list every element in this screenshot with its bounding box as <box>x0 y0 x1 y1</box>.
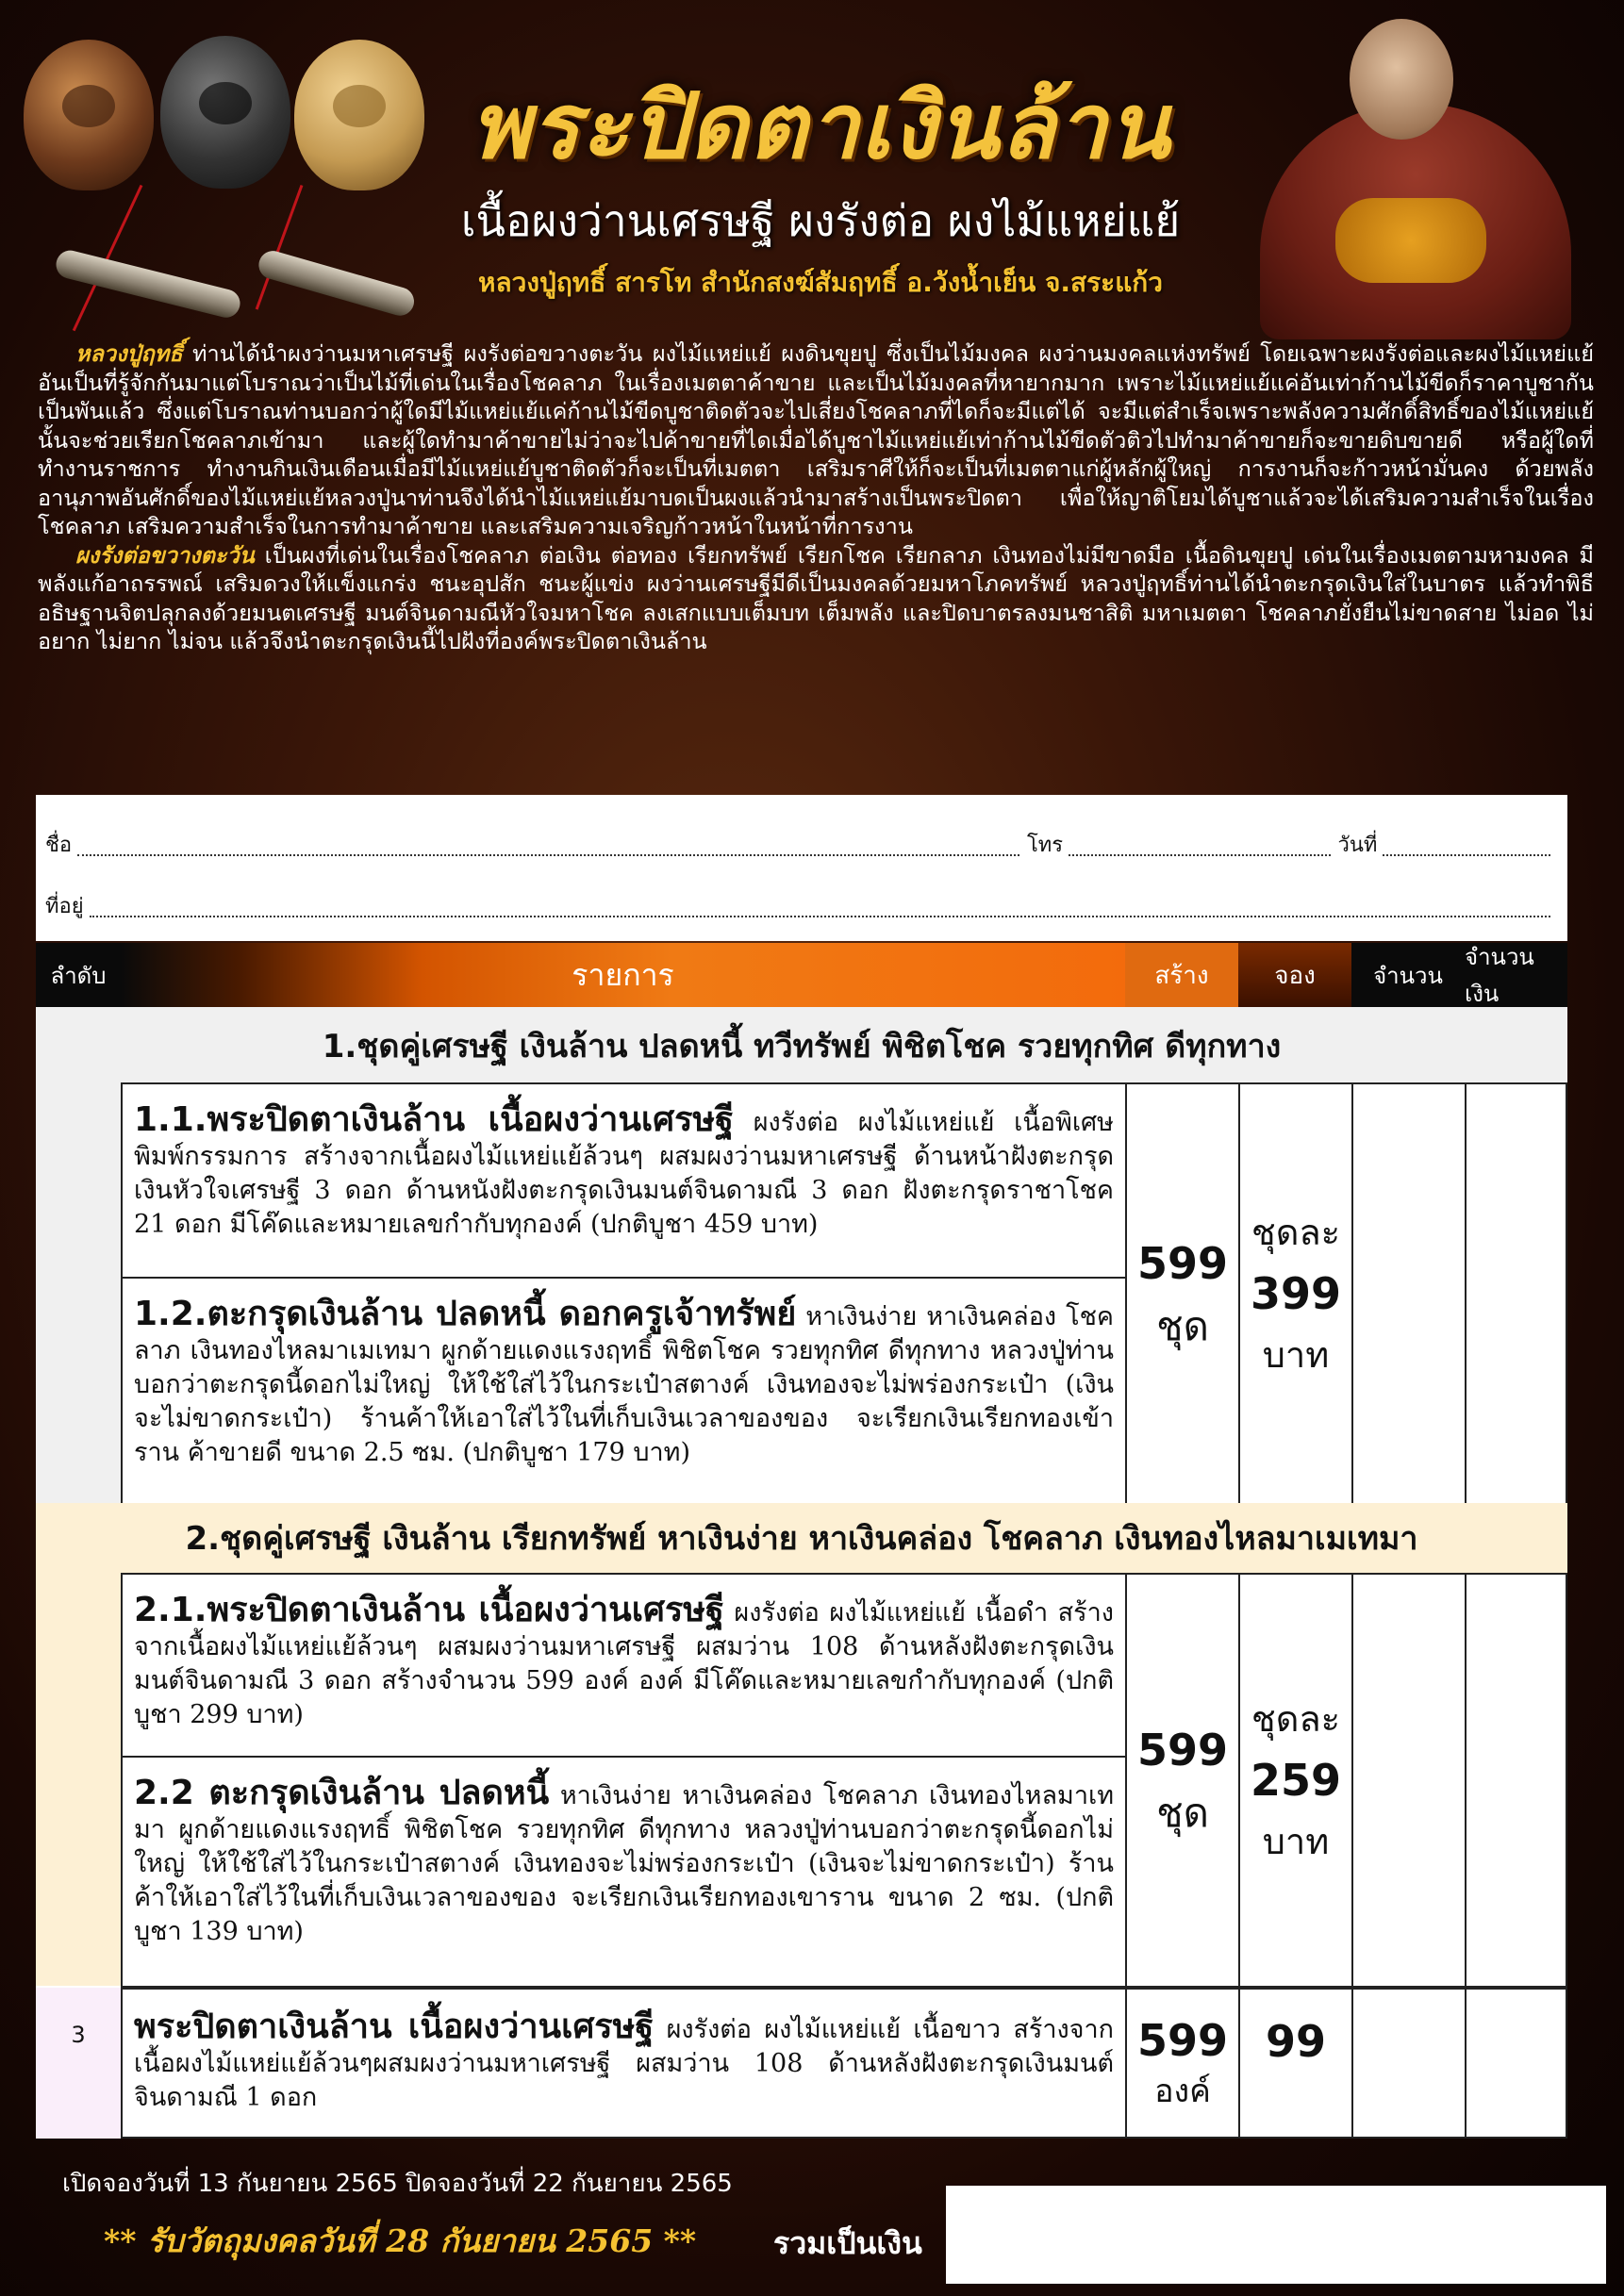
section-2-book-price: 259 <box>1250 1755 1342 1806</box>
item-2-2 <box>121 1756 1127 1988</box>
section-3-amount-input[interactable] <box>1465 1988 1567 2139</box>
amulet-brown-image <box>24 40 154 190</box>
section-1-amount-input[interactable] <box>1465 1082 1567 1505</box>
section-3-order: 3 <box>71 2022 86 2048</box>
monk-line: หลวงปู่ฤทธิ์ สารโท สำนักสงฆ์สัมฤทธิ์ อ.วังน้ำเย็น จ.สระแก้ว <box>478 267 1163 298</box>
section-2-build-unit: ชุด <box>1156 1790 1209 1836</box>
section-2-build-qty: 599 <box>1136 1725 1229 1776</box>
header-amount: จำนวนเงิน <box>1465 944 1534 1007</box>
order-table <box>36 943 1567 2139</box>
monk-photo <box>1222 19 1599 339</box>
amulet-gold-image <box>294 40 424 190</box>
item-2-2-desc: หาเงินง่าย หาเงินคล่อง โชคลาภ เงินทองไหลมาเทมา ผูกด้ายแดงแรงฤทธิ์ พิชิตโชค รวยทุกทิศ ดีทุกทาง หลวงปู่ท่านบอกว่าตะกรุดนี้ดอกไม่ใหญ่ ให้ใช้ใส่ไว้ในกระเป๋าสตางค์ เงินทองจะไม่พร่องกระเป๋า (เงินจะไม่ขาดกระเป๋า) ร้านค้าให้เอาใส่ไว้ในที่เก็บเงินเวลาของของ จะเรียกเงินเรียกทองเขาราน ขนาด 2 ซม. (ปกติบูชา 139 บาท) <box>134 1781 1115 1946</box>
section-2-book-prefix: ชุดละ <box>1251 1698 1341 1740</box>
section-2-qty-input[interactable] <box>1351 1573 1467 1988</box>
item-1-1 <box>121 1082 1127 1279</box>
section-1-book-prefix: ชุดละ <box>1251 1212 1341 1253</box>
address-field[interactable] <box>90 916 1550 917</box>
section-1-build-unit: ชุด <box>1156 1303 1209 1349</box>
item-3-title: พระปิดตาเงินล้าน เนื้อผงว่านเศรษฐี <box>134 2007 655 2046</box>
form-row-1 <box>45 828 1550 861</box>
story-p1-text: ท่านได้นำผงว่านมหาเศรษฐี ผงรังต่อขวางตะวัน ผงไม้แหย่แย้ ผงดินขุยปู ซึ่งเป็นไม้มงคล ผงว่านมงคลแห่งทรัพย์ โดยเฉพาะผงรังต่อและผงไม้แหย่แย้อันเป็นที่รู้จักกันมาแต่โบราณว่าเป็นไม้ที่เด่นในเรื่องโชคลาภ ในเรื่องเมตตาค้าขาย และเป็นไม้มงคลที่หายากมาก เพราะไม้แหย่แย้แค่อันเท่าก้านไม้ขีดก็ราคาบูชากันเป็นพันแล้ว ซึ่งแต่โบราณท่านบอกว่าผู้ใดมีไม้แหย่แย้แค่ก้านไม้ขีดบูชาติดตัวจะไปเสี่ยงโชคลาภที่ไดก็จะมีแต่ได้ จะมีแต่สำเร็จเพราะพลังความศักดิ์สิทธิ์ของไม้แหย่แย้นั้นจะช่วยเรียกโชคลาภเข้ามา และผู้ใดทำมาค้าขายไม่ว่าจะไปค้าขายที่ไดเมื่อได้บูชาไม้แหย่แย้เท่าก้านไม้ขีดตัวติวไปทำมาค้าขายก็จะขายดิบขายดี หรือผู้ใดที่ทำงานราชการ ทำงานกินเงินเดือนเมื่อมีไม้แหย่แย้บูชาติดตัวก็จะเป็นที่เมตตา เสริมราศีให้ก็จะเป็นที่เมตตาแก่ผู้หลักผู้ใหญ่ การงานก็จะก้าวหน้ามั่นคง ด้วยพลังอานุภาพอันศักดิ์ของไม้แหย่แย้หลวงปู่นาท่านจึงได้นำไม้แหย่แย้มาบดเป็นผงแล้วนำมาสร้างเป็นพระปิดตา เพื่อให้ญาติโยมได้บูชาแล้วจะได้เสริมความสำเร็จในเรื่องโชคลาภ เสริมความสำเร็จในการทำมาค้าขาย และเสริมความเจริญก้าวหน้าในหน้าที่การงาน <box>38 340 1594 539</box>
section-2-amount-input[interactable] <box>1465 1573 1567 1988</box>
order-form <box>36 795 1567 941</box>
header-qty: จำนวน <box>1373 962 1443 989</box>
item-1-2 <box>121 1277 1127 1505</box>
amulet-black-image <box>160 36 290 189</box>
story-paragraph-1 <box>38 339 1594 541</box>
section-1-build-qty: 599 <box>1136 1238 1229 1289</box>
story-text <box>38 339 1594 656</box>
item-1-1-title: 1.1.พระปิดตาเงินล้าน เนื้อผงว่านเศรษฐี <box>134 1100 735 1139</box>
section-3 <box>36 1988 1567 2139</box>
takrut-tube-image <box>256 248 418 320</box>
item-2-1-desc: ผงรังต่อ ผงไม้แหย่แย้ เนื้อดำ สร้างจากเนื้อผงไม้แหย่แย้ล้วนๆ ผสมผงว่านมหาเศรษฐี ผสมว่าน 108 ด้านหลังฝังตะกรุดเงินมนต์จินดามณี 3 ดอก สร้างจำนวน 599 องค์ องค์ มีโค๊ดและหมายเลขกำกับทุกองค์ (ปกติบูชา 299 บาท) <box>134 1598 1114 1729</box>
table-header <box>36 943 1567 1007</box>
story-paragraph-2 <box>38 541 1594 656</box>
section-3-build-unit: องค์ <box>1154 2073 1211 2110</box>
story-p2-text: เป็นผงที่เด่นในเรื่องโชคลาภ ต่อเงิน ต่อทอง เรียกทรัพย์ เรียกโชค เรียกลาภ เงินทองไม่มีขาดมือ เนื้อดินขุยปู เด่นในเรื่องเมตตามหามงคล มีพลังแก้อาถรรพณ์ เสริมดวงให้แข็งแกร่ง ชนะอุปสัก ชนะผู้แข่ง ผงว่านเศรษฐีมีดีเป็นมงคลด้วยมหาโภคทรัพย์ หลวงปู่ฤทธิ์ท่านได้นำตะกรุดเงินใส่ในบาตร แล้วทำพิธีอธิษฐานจิตปลุกลงด้วยมนตเศรษฐี มนต์จินดามณีหัวใจมหาโชค ลงเสกแบบเต็มบท เต็มพลัง และปิดบาตรลงมนชาสิติ มหาเมตตา โชคลาภยั่งยืนไม่ขาดสาย ไม่อด ไม่อยาก ไม่ยาก ไม่จน แล้วจึงนำตะกรุดเงินนี้ไปฝังที่องค์พระปิดตาเงินล้าน <box>38 541 1594 654</box>
section-1-book <box>1238 1082 1353 1505</box>
section-1-build <box>1125 1082 1240 1505</box>
phone-label: โทร <box>1026 834 1064 857</box>
story-p2-name: ผงรังต่อขวางตะวัน <box>75 541 255 569</box>
section-2-book <box>1238 1573 1353 1988</box>
date-label: วันที่ <box>1337 834 1378 857</box>
name-field[interactable] <box>77 854 1019 856</box>
phone-field[interactable] <box>1069 854 1330 856</box>
section-2-build <box>1125 1573 1240 1988</box>
header-book: จอง <box>1238 943 1351 1007</box>
item-3 <box>121 1988 1127 2139</box>
section-2 <box>36 1503 1567 1986</box>
date-field[interactable] <box>1383 854 1550 856</box>
story-p1-name: หลวงปู่ฤทธิ์ <box>75 340 183 367</box>
item-1-2-desc: หาเงินง่าย หาเงินคล่อง โชคลาภ เงินทองไหลมาเมเทมา ผูกด้ายแดงแรงฤทธิ์ พิชิตโชค รวยทุกทิศ ดีทุกทาง หลวงปู่ท่านบอกว่าตะกรุดนี้ดอกไม่ใหญ่ ให้ใช้ใส่ไว้ในกระเป๋าสตางค์ เงินทองจะไม่พร่องกระเป๋า (เงินจะไม่ขาดกระเป๋า) ร้านค้าให้เอาใส่ไว้ในที่เก็บเงินเวลาของของ จะเรียกเงินเรียกทองเข้าราน ค้าขายดี ขนาด 2.5 ซม. (ปกติบูชา 179 บาท) <box>134 1302 1114 1467</box>
section-3-book <box>1238 1988 1353 2139</box>
section-3-book-price: 99 <box>1265 2016 1326 2067</box>
section-1 <box>36 1007 1567 1503</box>
red-cord-decoration <box>256 185 304 310</box>
section-3-build-qty: 599 <box>1136 2015 1229 2066</box>
section-3-qty-input[interactable] <box>1351 1988 1467 2139</box>
item-1-2-title: 1.2.ตะกรุดเงินล้าน ปลดหนี้ ดอกครูเจ้าทรัพย์ <box>134 1295 797 1333</box>
section-2-title: 2.ชุดคู่เศรษฐี เงินล้าน เรียกทรัพย์ หาเงินง่าย หาเงินคล่อง โชคลาภ เงินทองไหลมาเมเทมา <box>185 1520 1418 1558</box>
receive-date: ** รับวัตถุมงคลวันที่ 28 กันยายน 2565 ** <box>104 2222 697 2259</box>
header-items: รายการ <box>121 943 1125 1007</box>
form-row-2 <box>45 889 1550 922</box>
section-1-book-unit: บาท <box>1262 1334 1330 1376</box>
item-3-desc: ผงรังต่อ ผงไม้แหย่แย้ เนื้อขาว สร้างจากเนื้อผงไม้แหย่แย้ล้วนๆผสมผงว่านมหาเศรษฐี ผสมว่าน 108 ด้านหลังฝังตะกรุดเงินมนต์จินดามณี 1 ดอก <box>134 2015 1115 2112</box>
header-order: ลำดับ <box>50 962 107 989</box>
item-1-1-desc: ผงรังต่อ ผงไม้แหย่แย้ เนื้อพิเศษพิมพ์กรรมการ สร้างจากเนื้อผงไม้แหย่แย้ล้วนๆ ผสมผงว่านมหาเศรษฐี ด้านหน้าฝังตะกรุดเงินหัวใจเศรษฐี 3 ดอก ด้านหนังฝังตะกรุดเงินมนต์จินดามณี 3 ดอก ฝังตะกรุดราชาโชค 21 ดอก มีโค๊ดและหมายเลขกำกับทุกองค์ (ปกติบูชา 459 บาท) <box>134 1108 1114 1239</box>
total-label: รวมเป็นเงิน <box>773 2225 922 2261</box>
page-title: พระปิดตาเงินล้าน <box>470 73 1171 179</box>
section-2-book-unit: บาท <box>1262 1821 1330 1862</box>
name-label: ชื่อ <box>45 834 73 857</box>
section-3-build <box>1125 1988 1240 2139</box>
item-2-2-title: 2.2 ตะกรุดเงินล้าน ปลดหนี้ <box>134 1774 550 1812</box>
page-subtitle: เนื้อผงว่านเศรษฐี ผงรังต่อ ผงไม้แหย่แย้ <box>460 195 1181 246</box>
address-label: ที่อยู่ <box>45 895 84 918</box>
section-1-title: 1.ชุดคู่เศรษฐี เงินล้าน ปลดหนี้ ทวีทรัพย์ พิชิตโชค รวยทุกทิศ ดีทุกทาง <box>322 1028 1282 1065</box>
item-2-1 <box>121 1573 1127 1758</box>
section-1-book-price: 399 <box>1250 1268 1342 1319</box>
header <box>0 0 1624 339</box>
item-2-1-title: 2.1.พระปิดตาเงินล้าน เนื้อผงว่านเศรษฐี <box>134 1591 724 1629</box>
section-1-qty-input[interactable] <box>1351 1082 1467 1505</box>
header-build: สร้าง <box>1125 943 1238 1007</box>
booking-dates: เปิดจองวันที่ 13 กันยายน 2565 ปิดจองวันที่ 22 กันยายน 2565 <box>62 2170 733 2198</box>
total-amount-field[interactable] <box>946 2186 1606 2284</box>
